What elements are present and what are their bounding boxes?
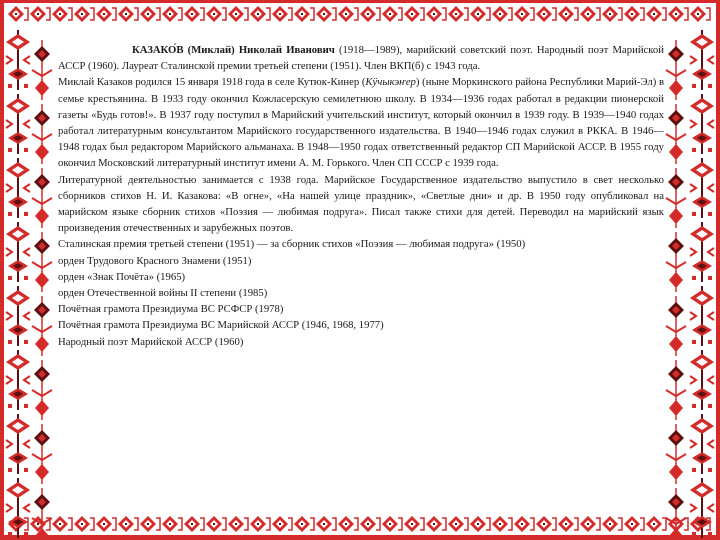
biography-text bbox=[58, 42, 664, 350]
award-item: орден Трудового Красного Знамени (1951) bbox=[58, 254, 252, 267]
bio-paragraph bbox=[58, 74, 664, 171]
top-ornament-band bbox=[0, 0, 720, 22]
award-item: Почётная грамота Президиума ВС Марийской АССР (1946, 1968, 1977) bbox=[58, 319, 384, 332]
bottom-ornament-band bbox=[0, 516, 720, 540]
intro-paragraph bbox=[58, 42, 664, 74]
person-name: КАЗАКО́В (Миклай) Николай Иванович bbox=[132, 44, 335, 56]
right-ornament-column bbox=[666, 0, 720, 540]
award-item: орден Отечественной войны II степени (1985) bbox=[58, 287, 268, 300]
literary-paragraph: Литературной деятельностью занимается с 1938 года. Марийское Государственное издательство выпустило в свет несколько сборников стихов Н. И. Казакова: «В огне», «На нашей улице праздник», «Светлые дни» и др. В 1950 году опубликовал на марийском языке сборник стихов «Поэзия — любимая подруга». Писал также стихи для детей. Переводил на марийский язык произведения отечественных и зарубежных поэтов. bbox=[58, 173, 664, 235]
bio-text-1: Миклай Казаков родился 15 января 1918 года в селе Кутюк-Кинер ( bbox=[58, 76, 366, 89]
award-item: Народный поэт Марийской АССР (1960) bbox=[58, 335, 244, 348]
left-ornament-column bbox=[0, 0, 52, 540]
place-mari-name: Кӱчыкэҥер bbox=[365, 76, 416, 89]
bio-text-2: ) (ныне Моркинского района Республики Марий-Эл) в семье крестьянина. В 1933 году окончил Кожласерскую семилетнюю школу. В 1934—1936 годах работал в редакции пионерской газеты «Будь готов!». В 1937 году поступил в Марийский учительский институт, который окончил в 1939 году. В 1939—1940 годах работал литературным консультантом Марийского государственного издательства. В 1940—1946 годах служил в РККА. В 1946—1948 годах был редактором Марийского альманаха. В 1948—1950 годах ответственный редактор СП Марийской АССР. В 1955 году окончил Московский литературный институт имени А. М. Горького. Член СП СССР с 1939 года. bbox=[58, 76, 664, 170]
life-dates: (1918—1989), марийский советский поэт. bbox=[334, 44, 533, 56]
intro-line2: Народный поэт Марийской АССР (1960). Лауреат Сталинской премии третьей степени (1951). Член ВКП(б) с 1943 года. bbox=[58, 44, 664, 73]
awards-list bbox=[58, 236, 664, 349]
award-item: Почётная грамота Президиума ВС РСФСР (1978) bbox=[58, 303, 284, 316]
award-item: Сталинская премия третьей степени (1951) — за сборник стихов «Поэзия — любимая подруга» (1950) bbox=[58, 238, 526, 251]
award-item: орден «Знак Почёта» (1965) bbox=[58, 270, 186, 283]
